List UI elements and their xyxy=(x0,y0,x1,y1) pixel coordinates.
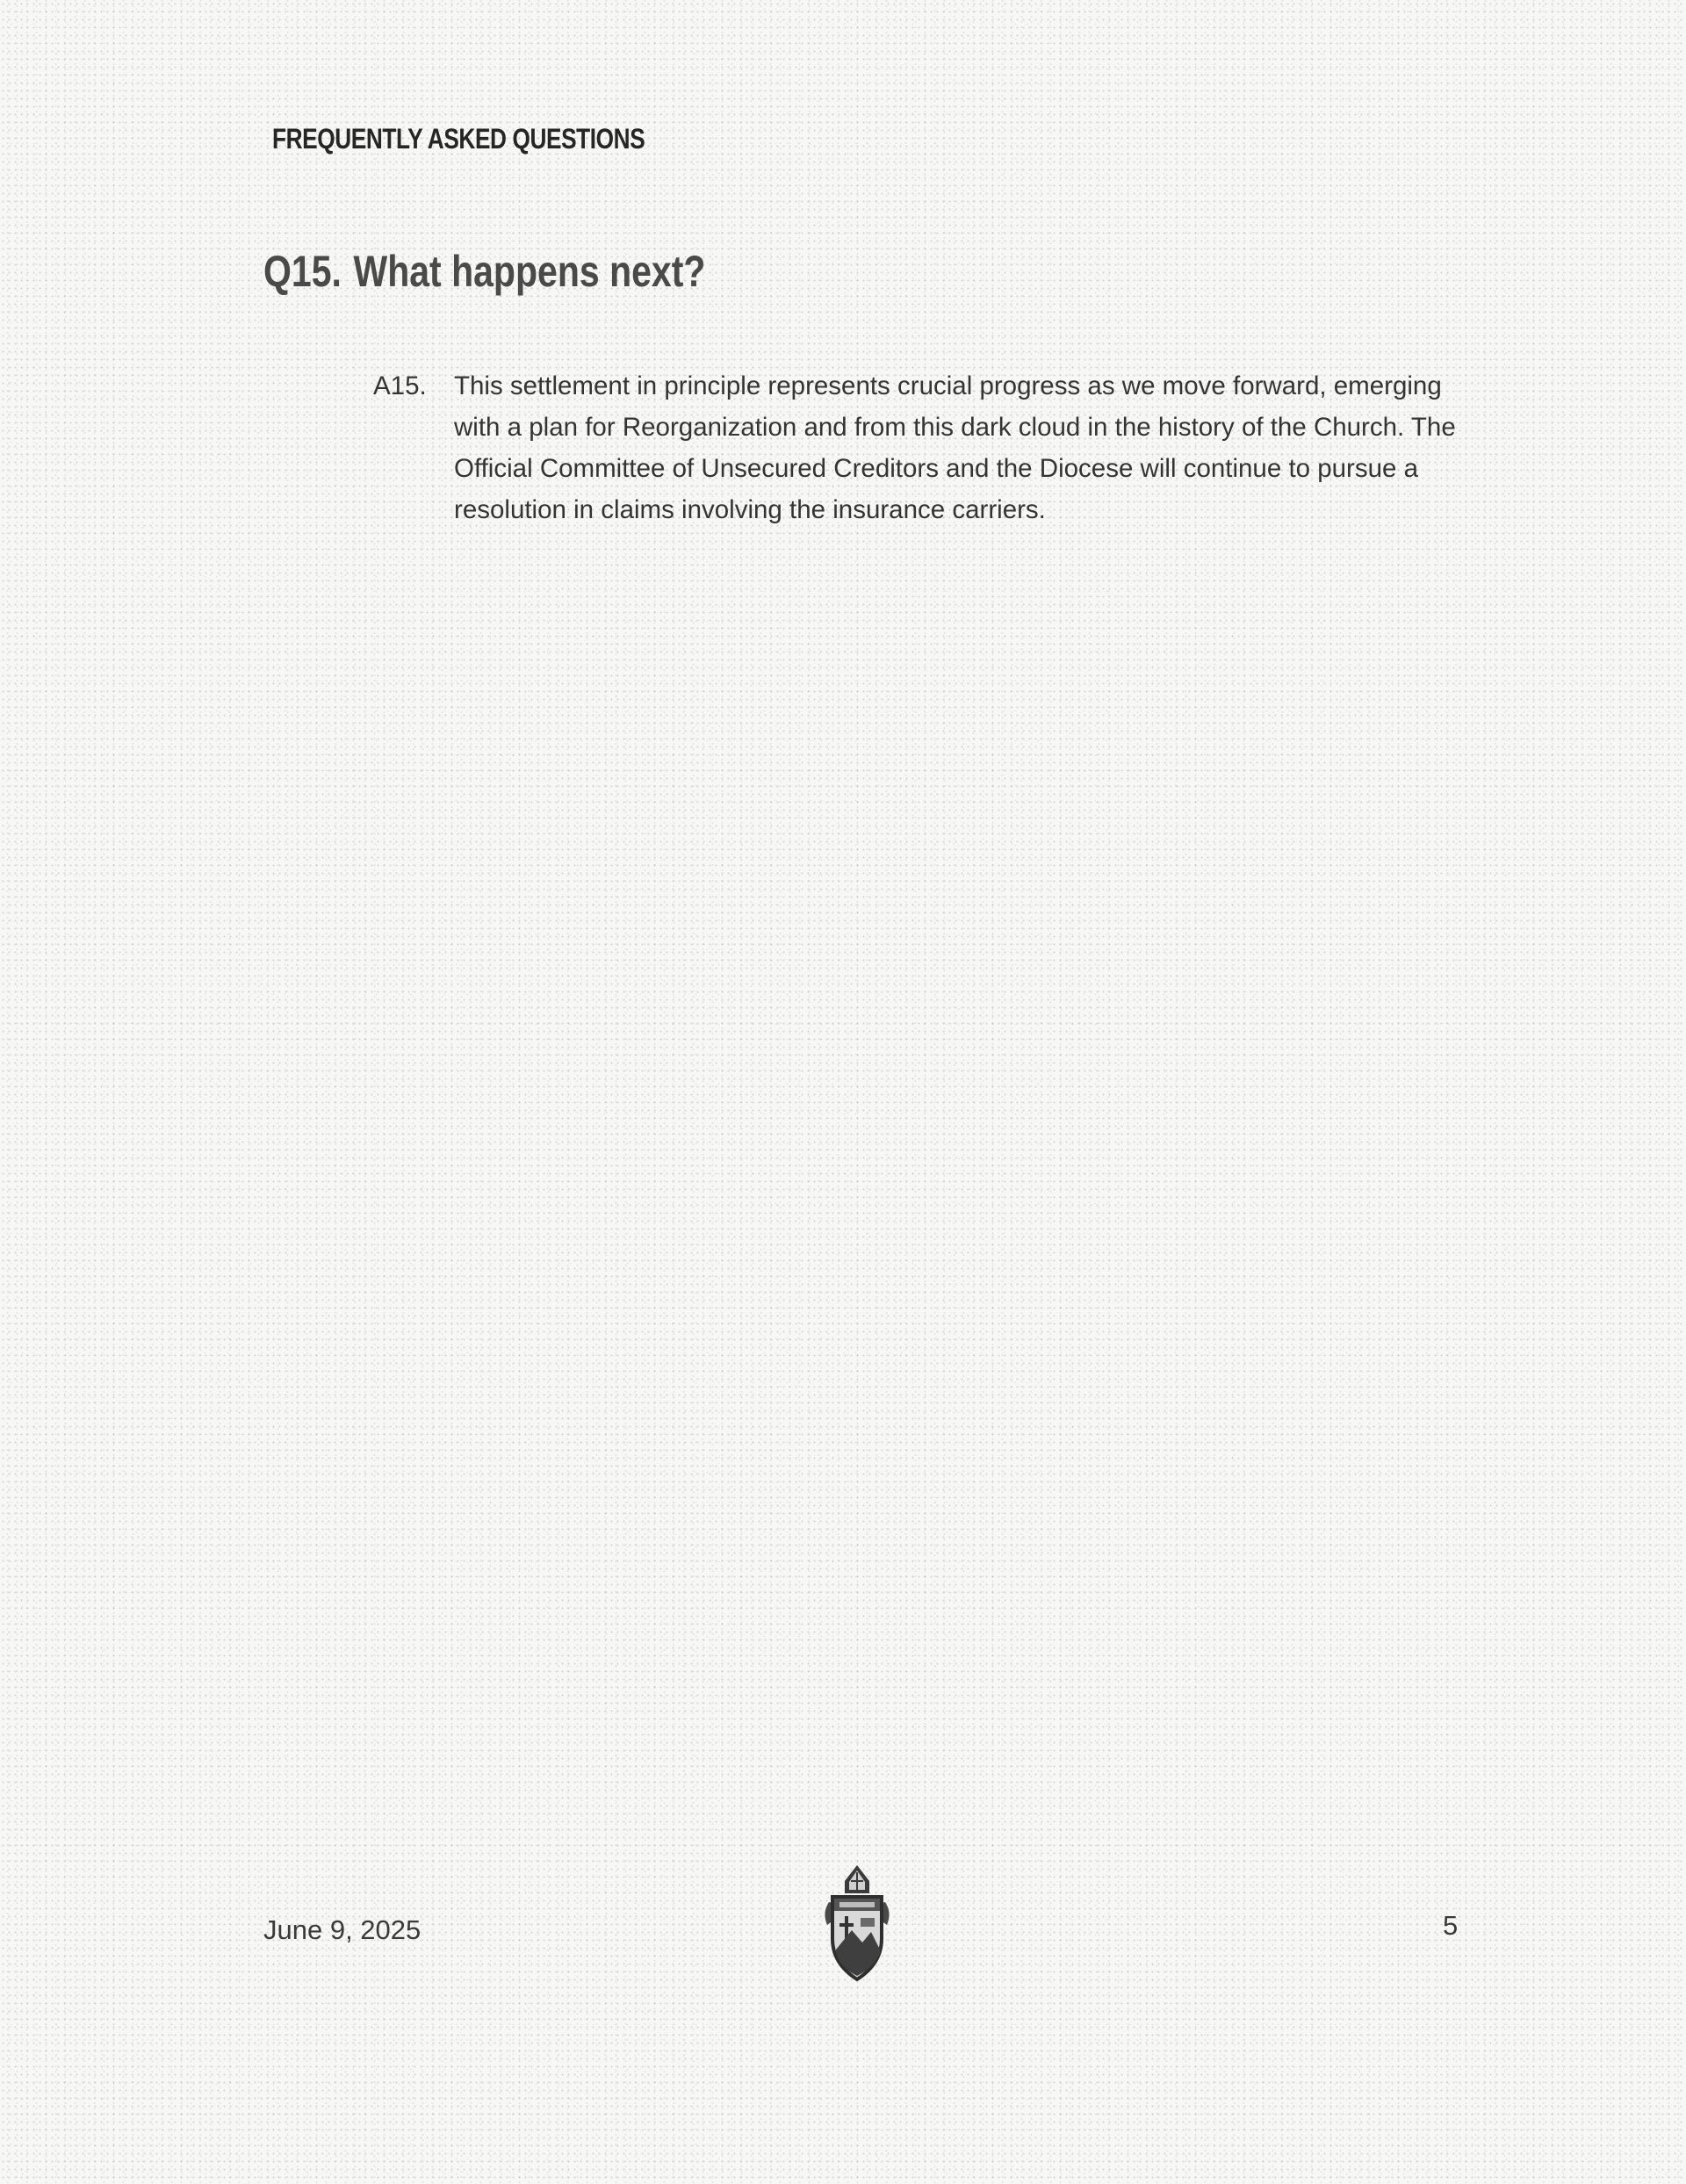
answer-block xyxy=(373,365,1480,530)
diocese-crest-icon xyxy=(817,1862,897,1985)
question-heading xyxy=(263,246,705,297)
page-number: 5 xyxy=(1443,1910,1459,1941)
section-label: FREQUENTLY ASKED QUESTIONS xyxy=(272,123,645,155)
answer-number: A15. xyxy=(373,371,427,400)
answer-text: This settlement in principle represents crucial progress as we move forward, emerging with a plan for Reorganization and from this dark cloud in the history of the Church. The Official Committee of Unsecured Creditors and the Diocese will continue to pursue a resolution in claims involving the insurance carriers. xyxy=(454,371,1456,524)
question-text: What happens next? xyxy=(353,247,706,296)
footer-date: June 9, 2025 xyxy=(263,1914,422,1945)
question-number: Q15. xyxy=(263,247,342,296)
